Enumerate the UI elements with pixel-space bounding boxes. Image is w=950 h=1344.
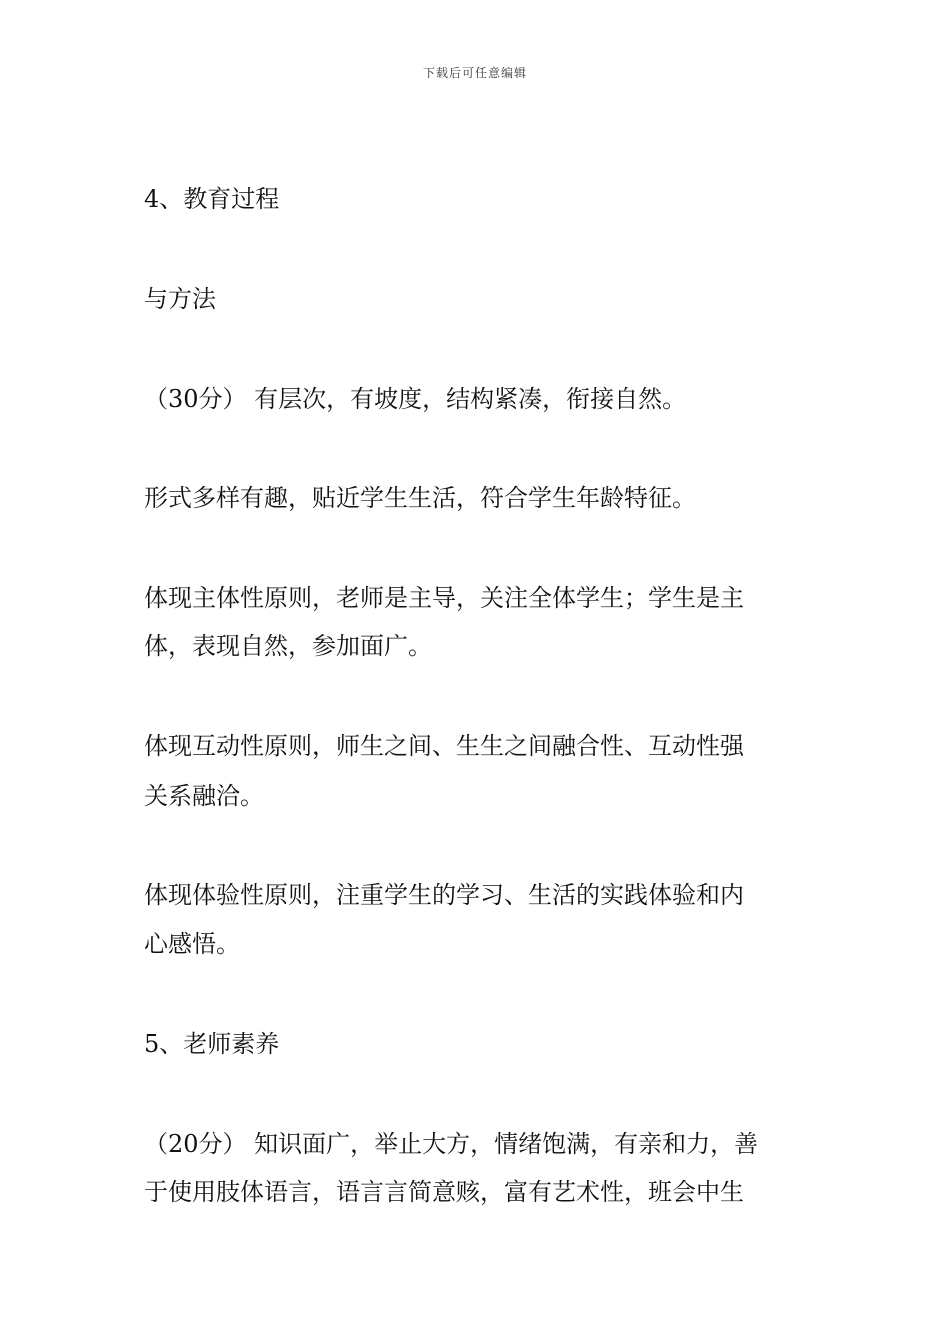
- paragraph-line: （30分） 有层次，有坡度，结构紧凑，衔接自然。: [144, 385, 687, 413]
- paragraph-line: 体现体验性原则，注重学生的学习、生活的实践体验和内: [144, 881, 744, 909]
- paragraph-line: 关系融洽。: [144, 782, 264, 810]
- page-header-note: 下载后可任意编辑: [422, 66, 527, 80]
- section-heading-4-continued: 与方法: [144, 285, 216, 313]
- paragraph-line: 心感悟。: [144, 930, 240, 958]
- paragraph-line: 体，表现自然，参加面广。: [144, 632, 432, 660]
- section-heading-4: 4、教育过程: [144, 185, 280, 213]
- paragraph-line: 形式多样有趣，贴近学生生活，符合学生年龄特征。: [144, 484, 696, 512]
- paragraph-line: 体现主体性原则，老师是主导，关注全体学生；学生是主: [144, 584, 744, 612]
- paragraph-line: （20分） 知识面广，举止大方，情绪饱满，有亲和力，善: [144, 1130, 759, 1158]
- section-heading-5: 5、老师素养: [144, 1030, 280, 1058]
- paragraph-line: 体现互动性原则，师生之间、生生之间融合性、互动性强: [144, 732, 744, 760]
- paragraph-line: 于使用肢体语言，语言言简意赅，富有艺术性，班会中生: [144, 1178, 744, 1206]
